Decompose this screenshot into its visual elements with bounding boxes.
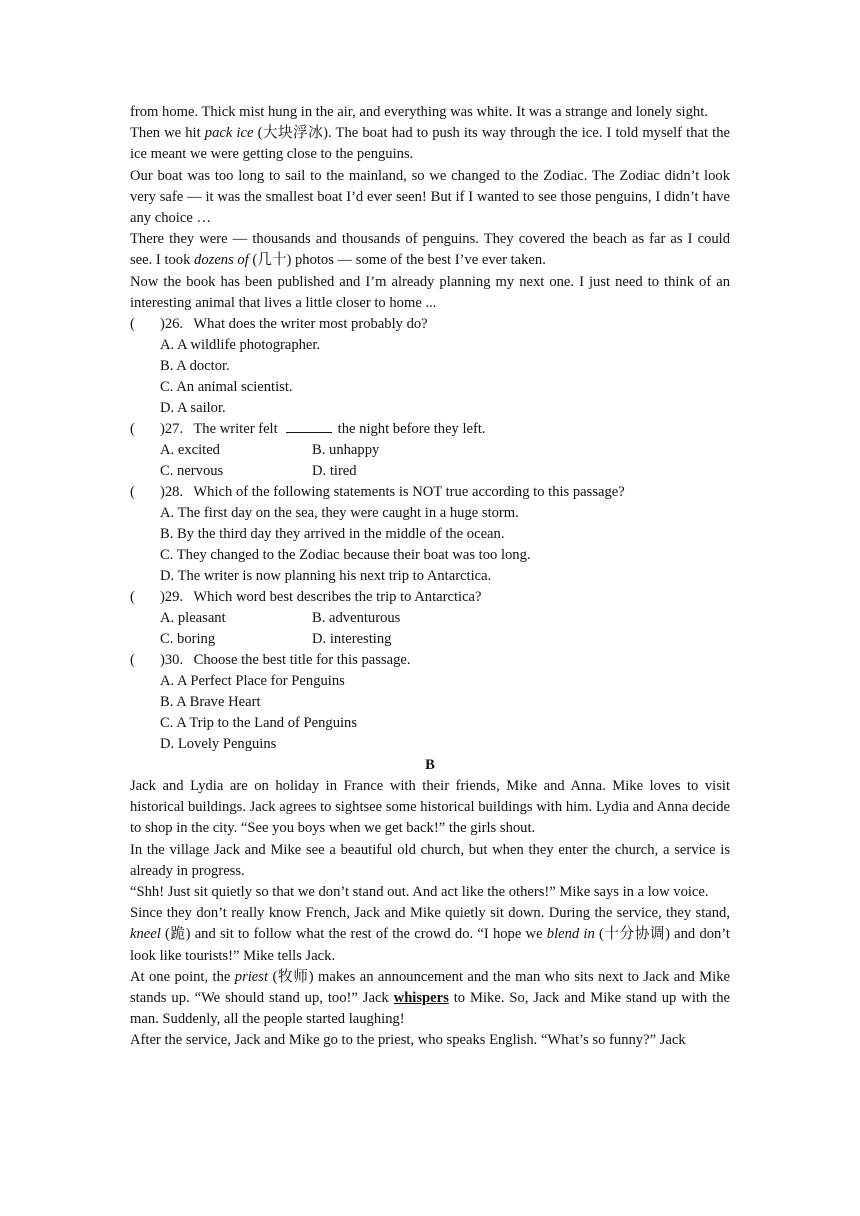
text-run: and sit to follow what the rest of the crowd do. “I hope we <box>190 926 547 943</box>
text-run: and don’t look like tourists!” Mike tells Jack. <box>130 926 730 964</box>
answer-paren[interactable]: ( <box>130 316 135 333</box>
passage-b-paragraph-1: Jack and Lydia are on holiday in France with their friends, Mike and Anna. Mike loves to visit historical buildings. Jack agrees to sightsee some historical buildings with him. Lydia and Anna decide to shop in the city. “See you boys when we get back!” the girls shout. <box>130 778 730 837</box>
text-run: There they were — thousands and thousands of penguins. They covered the beach as far as I could see. I took <box>130 231 730 269</box>
text-run: photos — some of the best I’ve ever taken. <box>291 252 546 269</box>
passage-b-paragraph-4 <box>130 903 730 967</box>
gloss-pack-ice: (大块浮冰) <box>253 125 329 142</box>
option-d: D. interesting <box>312 631 392 648</box>
text-run: Since they don’t really know French, Jack and Mike quietly sit down. During the service, they stand, <box>130 905 730 922</box>
question-27 <box>130 419 730 440</box>
question-29 <box>130 587 730 608</box>
option-a: A. A wildlife photographer. <box>160 337 321 354</box>
option-a: A. The first day on the sea, they were caught in a huge storm. <box>160 505 519 522</box>
underlined-word-whispers: whispers <box>393 990 449 1007</box>
option-d: D. A sailor. <box>160 400 226 417</box>
passage-b-paragraph-6: After the service, Jack and Mike go to the priest, who speaks English. “What’s so funny?” Jack <box>130 1032 686 1049</box>
question-number: )30. <box>160 652 184 669</box>
gloss-priest: (牧师) <box>268 968 314 985</box>
option-d: D. Lovely Penguins <box>160 736 277 753</box>
question-text: Choose the best title for this passage. <box>193 652 411 669</box>
term-blend-in: blend in <box>546 926 595 943</box>
option-row <box>160 461 730 482</box>
answer-paren[interactable]: ( <box>130 484 135 501</box>
question-text: What does the writer most probably do? <box>193 316 428 333</box>
text-run: . The boat had to push its way through the ice. I told myself that the ice meant we were getting close to the penguins. <box>130 125 730 163</box>
section-heading: B <box>425 757 435 774</box>
option-c: C. nervous <box>160 463 224 480</box>
question-text: the night before they left. <box>337 421 486 438</box>
gloss-blend-in: (十分协调) <box>594 926 670 943</box>
option-c: C. They changed to the Zodiac because their boat was too long. <box>160 547 531 564</box>
option-c: C. boring <box>160 631 216 648</box>
option-b: B. unhappy <box>312 442 380 459</box>
term-pack-ice: pack ice <box>204 125 254 142</box>
question-text: Which of the following statements is NOT true according to this passage? <box>193 484 625 501</box>
gloss-kneel: (跪) <box>160 926 191 943</box>
question-26 <box>130 314 730 335</box>
passage-a-paragraph-4 <box>130 229 730 271</box>
option-c: C. A Trip to the Land of Penguins <box>160 715 358 732</box>
answer-paren[interactable]: ( <box>130 652 135 669</box>
option-a: A. A Perfect Place for Penguins <box>160 673 345 690</box>
term-kneel: kneel <box>130 926 161 943</box>
question-number: )27. <box>160 421 184 438</box>
text-run: to Mike. So, Jack and Mike stand up with the man. Suddenly, all the people started laughing! <box>130 990 730 1028</box>
question-number: )26. <box>160 316 184 333</box>
option-row <box>160 608 730 629</box>
answer-blank[interactable] <box>286 420 332 433</box>
question-28 <box>130 482 730 503</box>
term-priest: priest <box>234 968 269 985</box>
option-row <box>160 629 730 650</box>
option-c: C. An animal scientist. <box>160 379 293 396</box>
passage-a-paragraph-5: Now the book has been published and I’m already planning my next one. I just need to think of an interesting animal that lives a little closer to home ... <box>130 273 730 311</box>
option-a: A. excited <box>160 442 220 459</box>
answer-paren[interactable]: ( <box>130 589 135 606</box>
term-dozens-of: dozens of <box>194 252 249 269</box>
question-30 <box>130 650 730 671</box>
gloss-dozens-of: (几十) <box>248 252 292 269</box>
passage-b-paragraph-2: In the village Jack and Mike see a beautiful old church, but when they enter the church, a service is already in progress. <box>130 841 730 879</box>
passage-b-paragraph-3: “Shh! Just sit quietly so that we don’t stand out. And act like the others!” Mike says in a low voice. <box>130 884 709 901</box>
option-d: D. The writer is now planning his next trip to Antarctica. <box>160 568 492 585</box>
option-b: B. A Brave Heart <box>160 694 261 711</box>
question-text: The writer felt <box>193 421 278 438</box>
question-number: )28. <box>160 484 184 501</box>
text-run: At one point, the <box>130 968 235 985</box>
option-d: D. tired <box>312 463 357 480</box>
question-text: Which word best describes the trip to Antarctica? <box>193 589 482 606</box>
question-number: )29. <box>160 589 184 606</box>
answer-paren[interactable]: ( <box>130 421 135 438</box>
passage-a-paragraph-3: Our boat was too long to sail to the mainland, so we changed to the Zodiac. The Zodiac didn’t look very safe — it was the smallest boat I’d ever seen! But if I wanted to see those penguins, I didn’t have any choice … <box>130 167 730 227</box>
passage-a-paragraph-1: from home. Thick mist hung in the air, and everything was white. It was a strange and lonely sight. <box>130 104 708 120</box>
option-b: B. adventurous <box>312 610 401 627</box>
document-page <box>130 102 730 1052</box>
option-b: B. By the third day they arrived in the middle of the ocean. <box>160 526 505 543</box>
option-row <box>160 440 730 461</box>
passage-b-paragraph-5 <box>130 967 730 1031</box>
text-run: makes an announcement and the man who sits next to Jack and Mike stands up. “We should stand up, too!” Jack <box>130 968 730 1007</box>
option-a: A. pleasant <box>160 610 226 627</box>
text-run: Then we hit <box>130 125 205 142</box>
option-b: B. A doctor. <box>160 358 230 375</box>
passage-a-paragraph-2 <box>130 123 730 165</box>
